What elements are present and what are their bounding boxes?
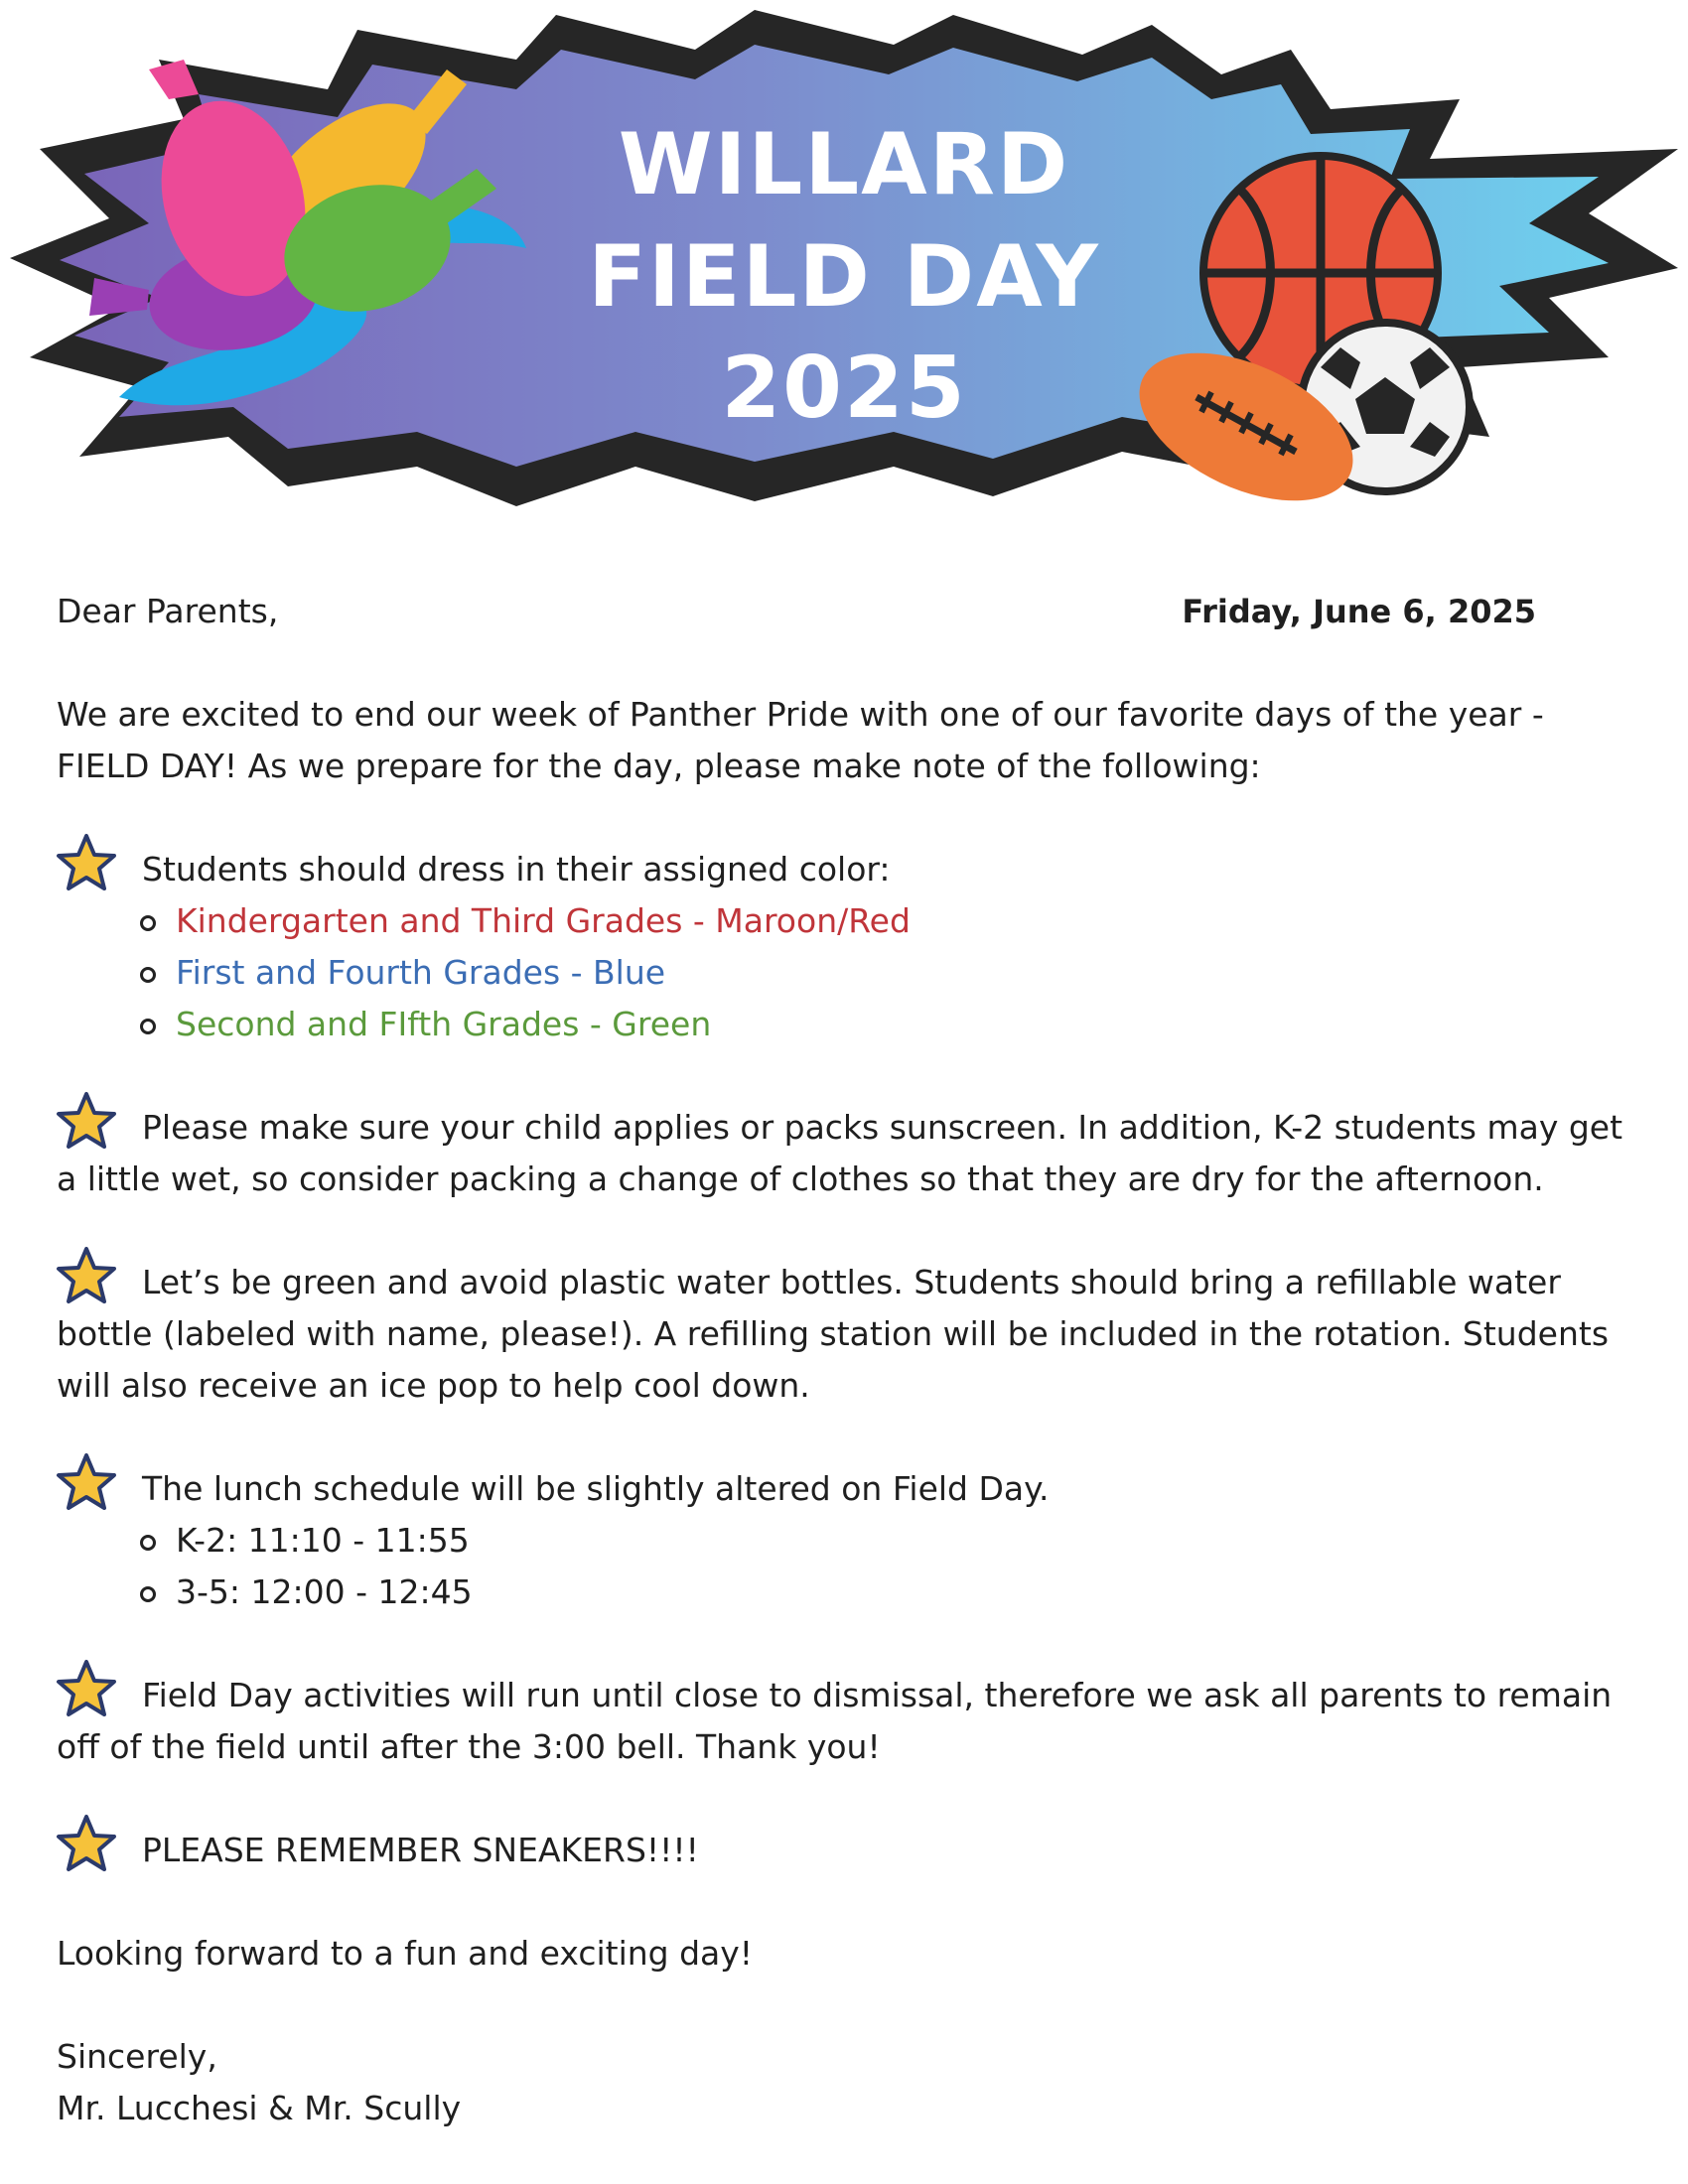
star-icon (55, 1245, 118, 1308)
note-item (57, 844, 1635, 1050)
greeting: Dear Parents, (57, 592, 279, 630)
field-day-banner (0, 0, 1688, 536)
letter-date: Friday, June 6, 2025 (1182, 593, 1536, 630)
note-text: PLEASE REMEMBER SNEAKERS!!!! (142, 1831, 699, 1869)
signature: Mr. Lucchesi & Mr. Scully (57, 2089, 462, 2127)
banner-title-line-3: 2025 (721, 339, 967, 438)
star-icon (55, 1658, 118, 1721)
note-item (57, 1825, 1635, 1876)
closing-line: Looking forward to a fun and exciting day! (57, 1934, 754, 1973)
lunch-schedule-list (57, 1515, 1635, 1618)
note-text: Students should dress in their assigned color: (142, 850, 891, 888)
star-icon (55, 832, 118, 895)
note-text: Please make sure your child applies or packs sunscreen. In addition, K-2 students may get a little wet, so consider packing a change of clothes so that they are dry for the afternoon. (57, 1108, 1623, 1198)
note-item (57, 1670, 1635, 1773)
note-item (57, 1102, 1635, 1205)
star-icon (55, 1090, 118, 1154)
signoff: Sincerely, (57, 2037, 217, 2076)
note-text: Field Day activities will run until close to dismissal, therefore we ask all parents to remain off of the field until after the 3:00 bell. Thank you! (57, 1676, 1613, 1766)
color-list (57, 895, 1635, 1050)
star-icon (55, 1813, 118, 1876)
banner-title-line-2: FIELD DAY (588, 227, 1100, 327)
list-item: Kindergarten and Third Grades - Maroon/Red (176, 895, 1635, 947)
note-text: The lunch schedule will be slightly altered on Field Day. (142, 1469, 1050, 1508)
list-item: 3-5: 12:00 - 12:45 (176, 1567, 1635, 1618)
note-text: Let’s be green and avoid plastic water bottles. Students should bring a refillable water bottle (labeled with name, please!). A refilling station will be included in the rotation. Students will also receive an ice pop to help cool down. (57, 1263, 1610, 1405)
intro-paragraph: We are excited to end our week of Panther Pride with one of our favorite days of the year - FIELD DAY! As we prepare for the day, please make note of the following: (57, 695, 1544, 785)
list-item: K-2: 11:10 - 11:55 (176, 1515, 1635, 1567)
list-item: Second and FIfth Grades - Green (176, 999, 1635, 1050)
banner-title-line-1: WILLARD (618, 115, 1070, 214)
note-item (57, 1463, 1635, 1618)
note-item (57, 1257, 1635, 1412)
list-item: First and Fourth Grades - Blue (176, 947, 1635, 999)
star-icon (55, 1451, 118, 1515)
letter-body (57, 586, 1635, 2134)
